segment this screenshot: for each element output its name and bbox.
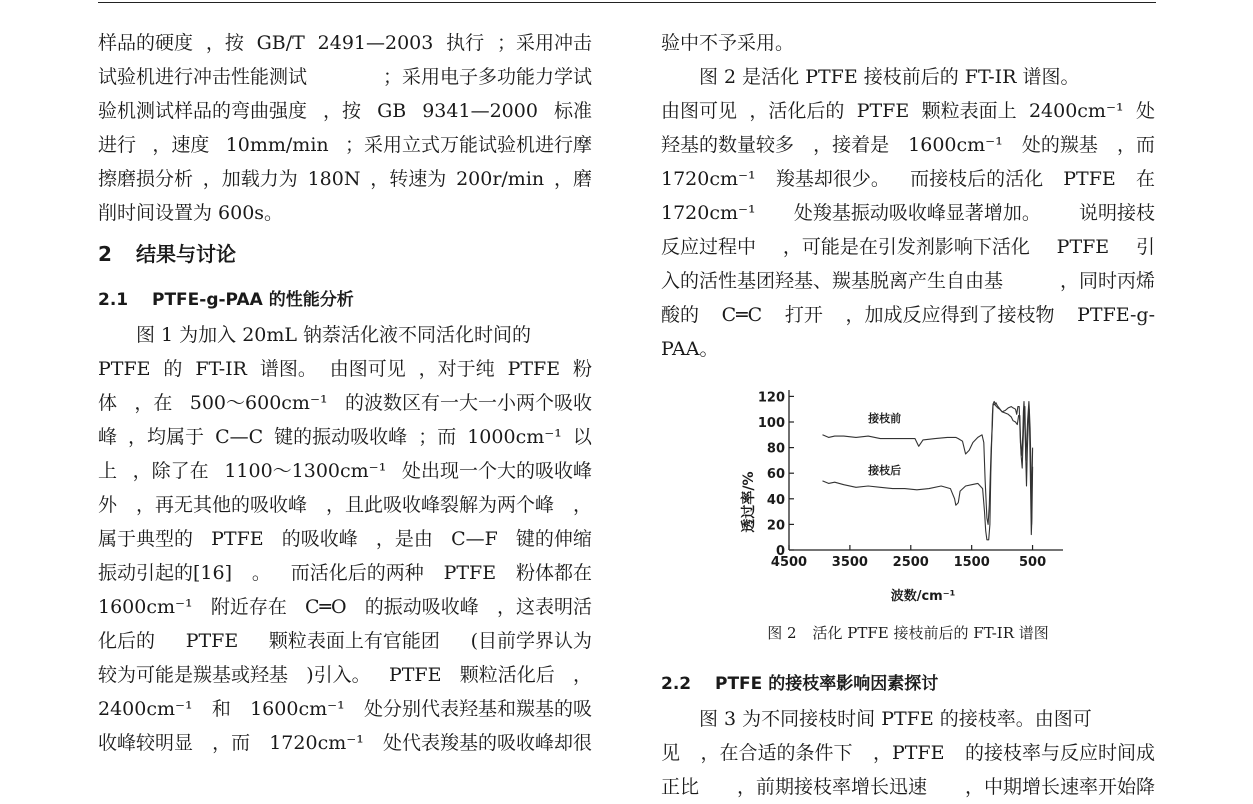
text-segment: 180N: [307, 168, 361, 190]
text-segment: ，速度: [152, 134, 210, 156]
text-segment: 较为可能是羰基或羟基: [98, 664, 289, 686]
text-segment: 的波数区有一大一小两个吸收: [344, 392, 592, 414]
y-tick-label: 120: [757, 390, 785, 406]
text-segment: 图 2 是活化 PTFE 接枝前后的 FT-IR 谱图。: [699, 66, 1080, 88]
text-segment: ，除了在: [132, 460, 209, 482]
text-line: [98, 488, 592, 522]
text-segment: 200r/min: [456, 168, 545, 190]
text-segment: 的接枝率与反应时间成: [964, 742, 1155, 764]
text-segment: 处羧基振动吸收峰显著增加。: [793, 202, 1041, 224]
text-segment: 入的活性基团羟基、羰基脱离产生自由基: [661, 270, 1004, 292]
text-segment: 9341—2000: [422, 100, 538, 122]
left-column: [98, 26, 592, 760]
text-line: [661, 736, 1155, 770]
text-line: [98, 522, 592, 556]
text-segment: 的振动吸收峰: [364, 596, 479, 618]
y-tick-label: 40: [766, 492, 785, 508]
section-title: 结果与讨论: [136, 242, 236, 266]
text-segment: ，PTFE: [872, 742, 945, 764]
text-segment: 和: [211, 698, 231, 720]
text-segment: PTFE: [507, 358, 561, 380]
text-segment: 图 3 为不同接枝时间 PTFE 的接枝率。由图可: [699, 708, 1092, 730]
header-rule: [98, 2, 1156, 3]
text-segment: PTFE: [185, 630, 239, 652]
text-segment: 羧基却很少。: [775, 168, 890, 190]
text-line: [661, 60, 1155, 94]
text-line: [98, 196, 592, 230]
text-segment: PTFE-g-: [1077, 304, 1155, 326]
text-segment: ，均属于: [128, 426, 205, 448]
text-segment: ，: [572, 494, 592, 516]
x-tick-label: 1500: [953, 555, 990, 570]
text-line: [98, 454, 592, 488]
text-segment: 1600cm⁻¹: [908, 134, 1003, 156]
text-segment: 验机测试样品的弯曲强度: [98, 100, 308, 122]
series-label: 接枝后: [868, 464, 902, 477]
text-segment: 峰: [98, 426, 118, 448]
text-segment: 收峰较明显: [98, 732, 194, 754]
text-segment: 处: [1135, 100, 1155, 122]
text-line: [98, 60, 592, 94]
text-segment: 2400cm⁻¹: [1028, 100, 1124, 122]
text-line: [98, 556, 592, 590]
text-line: [98, 726, 592, 760]
text-segment: 的吸收峰: [281, 528, 358, 550]
text-segment: 见: [661, 742, 681, 764]
text-segment: 颗粒表面上有官能团: [268, 630, 440, 652]
text-segment: 2491—2003: [317, 32, 434, 54]
text-segment: 键的振动吸收峰: [274, 426, 408, 448]
text-segment: 处出现一个大的吸收峰: [401, 460, 592, 482]
text-line: [661, 298, 1155, 332]
x-tick-label: 500: [1018, 555, 1047, 570]
text-segment: 在: [1135, 168, 1155, 190]
text-segment: 粉体都在: [515, 562, 592, 584]
text-segment: 颗粒表面上: [921, 100, 1017, 122]
text-segment: 而活化后的两种: [290, 562, 424, 584]
text-segment: ，同时丙烯: [1059, 270, 1155, 292]
y-tick-label: 60: [766, 467, 785, 483]
right-column: [661, 26, 1155, 804]
figure-caption-text: 活化 PTFE 接枝前后的 FT-IR 谱图: [812, 624, 1049, 642]
text-segment: )引入。: [306, 664, 371, 686]
text-segment: 10mm/min: [225, 134, 329, 156]
text-segment: 由图可见: [329, 358, 406, 380]
text-segment: FT-IR: [195, 358, 247, 380]
text-segment: PTFE: [1063, 168, 1116, 190]
text-segment: 擦磨损分析: [98, 168, 194, 190]
text-segment: PTFE: [856, 100, 910, 122]
text-line: [661, 128, 1155, 162]
text-line: [661, 196, 1155, 230]
text-segment: 进行: [98, 134, 137, 156]
text-segment: ，且此吸收峰裂解为两个峰: [325, 494, 554, 516]
text-segment: ，活化后的: [749, 100, 845, 122]
text-segment: 羟基的数量较多: [661, 134, 795, 156]
y-tick-label: 100: [757, 416, 785, 431]
text-line: [98, 352, 592, 386]
text-segment: 1600cm⁻¹: [98, 596, 193, 618]
subsection-number: 2.1: [98, 290, 129, 310]
subsection-number: 2.2: [661, 674, 692, 694]
text-segment: 处代表羧基的吸收峰却很: [382, 732, 592, 754]
text-segment: 以: [572, 426, 592, 448]
text-segment: 2400cm⁻¹: [98, 698, 193, 720]
text-segment: 引: [1135, 236, 1155, 258]
text-segment: ，是由: [375, 528, 433, 550]
text-line: [661, 770, 1155, 804]
x-tick-label: 4500: [770, 555, 808, 570]
text-segment: 试验机进行冲击性能测试: [98, 66, 308, 88]
text-segment: 属于典型的: [98, 528, 194, 550]
text-segment: PTFE: [211, 528, 264, 550]
text-segment: ，再无其他的吸收峰: [135, 494, 307, 516]
text-segment: 附近存在: [210, 596, 287, 618]
text-segment: ；而: [418, 426, 457, 448]
text-segment: 键的伸缩: [515, 528, 592, 550]
text-segment: ；采用电子多功能力学试: [382, 66, 592, 88]
figure-number: 图 2: [767, 624, 797, 642]
subsection-title: PTFE 的接枝率影响因素探讨: [715, 674, 939, 694]
text-segment: 处分别代表羟基和羰基的吸: [363, 698, 592, 720]
paragraph-grafting-rate: [661, 702, 1155, 804]
text-segment: 图 1 为加入 20mL 钠萘活化液不同活化时间的: [136, 324, 532, 346]
paragraph-figure2-discussion: [661, 60, 1155, 366]
x-tick-label: 2500: [892, 555, 929, 570]
text-segment: PTFE: [443, 562, 497, 584]
text-segment: PTFE: [1056, 236, 1110, 258]
text-segment: 振动引起的[16]: [98, 562, 233, 584]
text-segment: 打开: [784, 304, 823, 326]
series-label: 接枝前: [868, 412, 902, 426]
text-segment: 500～600cm⁻¹: [189, 392, 328, 414]
text-segment: PAA。: [661, 338, 719, 360]
text-segment: 样品的硬度: [98, 32, 194, 54]
text-line: [98, 162, 592, 196]
text-segment: 而接枝后的活化: [910, 168, 1044, 190]
text-segment: 酸的: [661, 304, 700, 326]
text-line: [98, 624, 592, 658]
text-segment: ，而: [1116, 134, 1155, 156]
text-segment: PTFE: [98, 358, 151, 380]
text-segment: C═C: [721, 304, 763, 326]
y-tick-label: 20: [766, 518, 785, 534]
text-segment: C—F: [451, 528, 498, 550]
text-segment: 1100～1300cm⁻¹: [224, 460, 387, 482]
text-segment: ，而: [212, 732, 251, 754]
text-segment: ，按: [323, 100, 362, 122]
text-segment: ，按: [205, 32, 244, 54]
x-axis-label: 波数/cm⁻¹: [890, 589, 956, 604]
text-line: [661, 162, 1155, 196]
subsection-heading-2-1: [98, 278, 592, 318]
x-tick-label: 3500: [831, 555, 868, 570]
text-line: [661, 230, 1155, 264]
text-segment: ，中期增长速率开始降: [964, 776, 1155, 798]
text-segment: 上: [98, 460, 118, 482]
text-segment: 1720cm⁻¹: [661, 168, 756, 190]
text-segment: 1720cm⁻¹: [661, 202, 756, 224]
text-line: [661, 94, 1155, 128]
text-segment: ，加成反应得到了接枝物: [845, 304, 1055, 326]
text-segment: 由图可见: [661, 100, 738, 122]
text-segment: 说明接枝: [1078, 202, 1155, 224]
text-segment: ，在: [134, 392, 173, 414]
text-line: [98, 692, 592, 726]
paragraph-test-methods: [98, 26, 592, 230]
text-segment: 的: [163, 358, 183, 380]
text-segment: 。: [251, 562, 271, 584]
y-tick-label: 0: [775, 544, 785, 559]
text-line: [661, 332, 1155, 366]
y-axis-label: 透过率/%: [741, 471, 757, 533]
text-segment: GB/T: [256, 32, 305, 54]
text-segment: ，接着是: [813, 134, 890, 156]
text-line: [98, 590, 592, 624]
series-line-after-grafting: [823, 404, 1033, 540]
text-segment: (目前学界认为: [470, 630, 592, 652]
figure-2: [661, 378, 1155, 618]
text-segment: 颗粒活化后: [459, 664, 555, 686]
text-line: [98, 386, 592, 420]
text-segment: 谱图。: [259, 358, 317, 380]
text-segment: 外: [98, 494, 118, 516]
text-segment: 处的羰基: [1021, 134, 1098, 156]
text-segment: ；采用冲击: [496, 32, 592, 54]
text-segment: 1000cm⁻¹: [467, 426, 562, 448]
section-number: 2: [98, 242, 112, 266]
subsection-title: PTFE-g-PAA 的性能分析: [152, 290, 354, 310]
figure-caption: [661, 618, 1155, 662]
ftir-chart: [661, 378, 1155, 618]
text-segment: 化后的: [98, 630, 156, 652]
text-line: [98, 420, 592, 454]
text-segment: 正比: [661, 776, 700, 798]
y-tick-label: 80: [766, 441, 785, 457]
text-segment: 削时间设置为 600s。: [98, 202, 284, 224]
text-line: [98, 94, 592, 128]
text-segment: C═O: [305, 596, 347, 618]
text-line: [661, 702, 1155, 736]
subsection-heading-2-2: [661, 662, 1155, 702]
text-line: [98, 318, 592, 352]
text-segment: 执行: [446, 32, 485, 54]
text-line: [98, 658, 592, 692]
paragraph-figure1-discussion: [98, 318, 592, 760]
text-line: [98, 26, 592, 60]
text-segment: C—C: [215, 426, 264, 448]
section-heading-2: [98, 230, 592, 278]
text-segment: 粉: [572, 358, 592, 380]
text-segment: PTFE: [388, 664, 442, 686]
text-segment: ；采用立式万能试验机进行摩: [344, 134, 592, 156]
text-segment: 验中不予采用。: [661, 32, 795, 54]
text-line: [98, 128, 592, 162]
text-segment: ，转速为: [370, 168, 447, 190]
text-segment: GB: [377, 100, 407, 122]
text-segment: ，这表明活: [496, 596, 592, 618]
series-line-before-grafting: [823, 402, 1033, 525]
text-segment: ，加载力为: [202, 168, 298, 190]
text-segment: ，前期接枝率增长迅速: [736, 776, 927, 798]
text-segment: 反应过程中: [661, 236, 757, 258]
text-segment: ，对于纯: [418, 358, 495, 380]
text-line: [661, 26, 1155, 60]
text-line: [661, 264, 1155, 298]
text-segment: 1720cm⁻¹: [269, 732, 364, 754]
text-segment: 标准: [553, 100, 592, 122]
text-segment: ，可能是在引发剂影响下活化: [782, 236, 1030, 258]
text-segment: 体: [98, 392, 118, 414]
text-segment: ，磨: [553, 168, 592, 190]
text-segment: ，在合适的条件下: [700, 742, 853, 764]
text-segment: 1600cm⁻¹: [250, 698, 345, 720]
paragraph-continued: [661, 26, 1155, 60]
text-segment: ，: [572, 664, 592, 686]
